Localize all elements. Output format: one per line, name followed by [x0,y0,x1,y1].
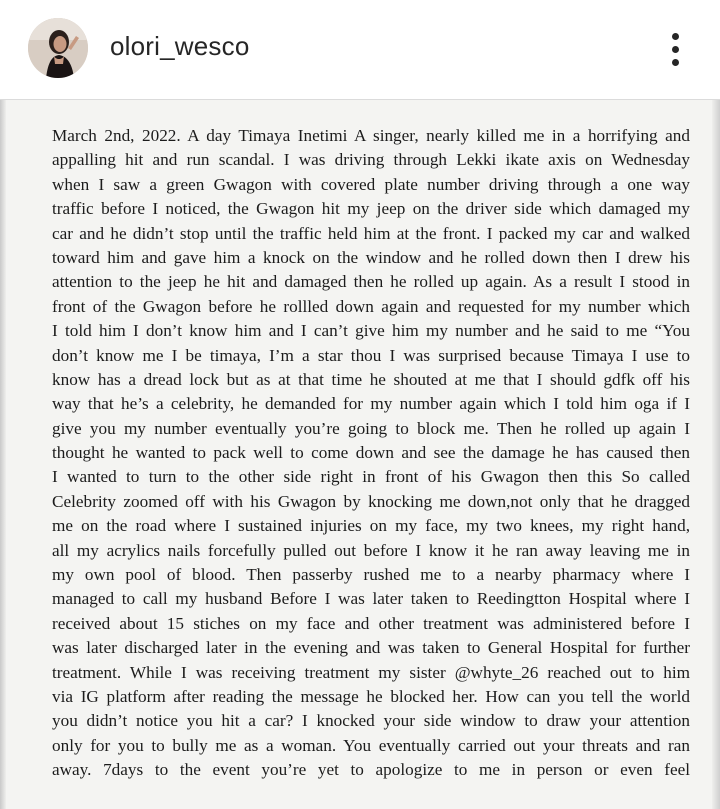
username[interactable]: olori_wesco [110,31,250,61]
statement-line: treatment. While I was receiving treatment my sister @whyte_26 reached out to him [52,662,690,682]
statement-line: only for you to bully me as a woman. You eventually carried out your threats and ran [52,735,690,755]
statement-line: received about 15 stiches on my face and other treatment was administered before I [52,613,690,633]
profile-avatar[interactable] [28,18,88,78]
statement-line: me on the road where I sustained injuries on my face, my two knees, my right hand, [52,516,690,536]
paper-edge-left [0,100,6,809]
statement-line: my own pool of blood. Then passerby rushed me to a nearby pharmacy where I [52,565,690,585]
statement-line: attention to the jeep he hit and damaged then he rolled up again. As a result I stood in [52,272,690,292]
statement-line: managed to call my husband Before I was later taken to Reedingtton Hospital where I [52,589,690,609]
more-options-icon-dot [672,59,679,66]
statement-line: front of the Gwagon before he rollled down again and requested for my number which [52,296,690,316]
statement-text [52,124,690,783]
statement-line: way that he’s a celebrity, he demanded for my number again which I told him oga if I [52,394,690,414]
statement-line: car and he didn’t stop until the traffic held him at the front. I packed my car and walked [52,223,690,243]
statement-line: via IG platform after reading the message he blocked her. How can you tell the world [52,686,690,706]
post-header [0,0,720,99]
statement-line: was later discharged later in the evening and was taken to General Hospital for further [52,638,690,658]
statement-line: thought he wanted to pack well to come down and see the damage he has caused then [52,443,690,463]
statement-line: traffic before I noticed, the Gwagon hit my jeep on the driver side which damaged my [52,199,690,219]
statement-line: toward him and gave him a knock on the window and he rolled down then I drew his [52,247,690,267]
statement-line: away. 7days to the event you’re yet to apologize to me in person or even feel [52,760,690,780]
paper-edge-right [712,100,720,809]
statement-line: I told him I don’t know him and I can’t give him my number and he said to me “You [52,321,690,341]
statement-line: you didn’t notice you hit a car? I knocked your side window to draw your attention [52,711,690,731]
statement-line: March 2nd, 2022. A day Timaya Inetimi A singer, nearly killed me in a horrifying and [52,126,690,145]
statement-line: appalling hit and run scandal. I was driving through Lekki ikate axis on Wednesday [52,150,690,170]
statement-line: know has a dread lock but as at that time he shouted at me that I should gdfk off his [52,369,690,389]
more-options-icon-dot [672,46,679,53]
statement-line: give you my number eventually you’re going to block me. Then he rolled up again I [52,418,690,438]
statement-line: I wanted to turn to the other side right in front of his Gwagon then this So called [52,467,690,487]
more-options-button[interactable] [660,27,692,71]
statement-line: all my acrylics nails forcefully pulled out before I know it he ran away leaving me in [52,540,690,560]
statement-line: don’t know me I be timaya, I’m a star thou I was surprised because Timaya I use to [52,345,690,365]
statement-line: Celebrity zoomed off with his Gwagon by knocking me down,not only that he dragged [52,491,690,511]
more-options-icon [672,33,679,40]
avatar-photo-icon [28,18,88,78]
statement-line: when I saw a green Gwagon with covered plate number driving through a one way [52,174,690,194]
